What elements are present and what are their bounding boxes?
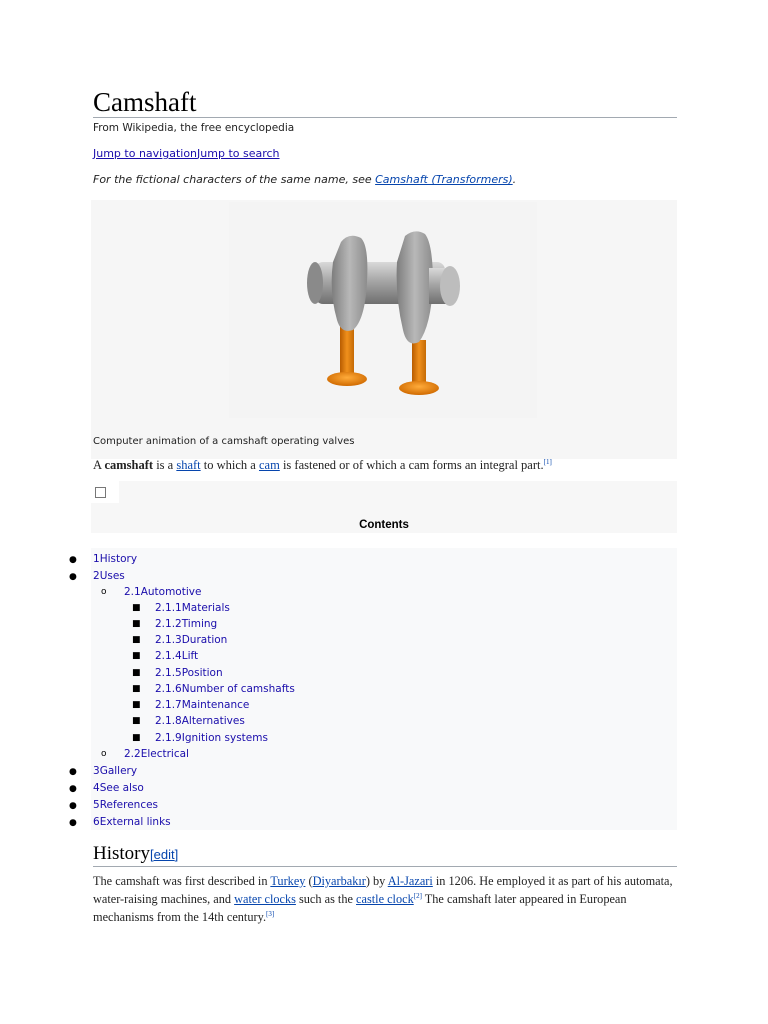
toc-item-label: Automotive xyxy=(140,586,202,598)
edit-section-link[interactable]: edit xyxy=(153,847,175,862)
shaft-end-right xyxy=(440,266,460,306)
toc-bullet-disc: ● xyxy=(69,801,77,811)
valve-head-left xyxy=(327,372,367,386)
toc-bullet-square: ■ xyxy=(132,716,141,726)
hatnote-end: . xyxy=(512,173,517,186)
toc-item-references[interactable] xyxy=(93,799,158,812)
hatnote xyxy=(93,173,516,186)
toc-item-number: 1 xyxy=(93,553,100,565)
al-jazari-link[interactable]: Al-Jazari xyxy=(387,874,433,888)
toc-item-external-links[interactable] xyxy=(93,816,171,829)
cam-lobe-left xyxy=(332,236,368,331)
valve-head-right xyxy=(399,381,439,395)
history-paragraph xyxy=(93,874,673,925)
history-text-6: The camshaft later appeared in European mechanisms from the 14th century. xyxy=(93,892,627,925)
toc-item-electrical[interactable] xyxy=(124,748,189,761)
toc-item-label: Ignition systems xyxy=(181,732,268,744)
toc-bullet-square: ■ xyxy=(132,651,141,661)
edit-bracket-open: [ xyxy=(150,847,154,862)
lead-text-4: is fastened or of which a cam forms an integral part. xyxy=(279,458,544,473)
toc-item-gallery[interactable] xyxy=(93,765,137,778)
toc-item-label: Uses xyxy=(99,570,125,582)
toc-bullet-square: ■ xyxy=(132,733,141,743)
toc-bullet-square: ■ xyxy=(132,635,141,645)
figure-box xyxy=(91,200,677,459)
section-heading-history xyxy=(93,843,178,865)
hatnote-link[interactable]: Camshaft (Transformers) xyxy=(375,173,513,186)
toc-bullet-disc: ● xyxy=(69,572,77,582)
reference-3[interactable]: [3] xyxy=(266,910,275,919)
toc-title: Contents xyxy=(359,519,409,531)
toc-item-number: 2.2 xyxy=(124,748,141,760)
toc-bullet-square: ■ xyxy=(132,700,141,710)
toc-item-timing[interactable] xyxy=(155,618,217,631)
toc-item-number: 2.1.7 xyxy=(155,699,182,711)
castle-clock-link[interactable]: castle clock xyxy=(356,892,414,907)
lead-text-2: is a xyxy=(153,458,177,473)
section-divider xyxy=(93,866,677,867)
jump-to-navigation-link[interactable]: Jump to navigation xyxy=(93,147,198,160)
jump-to-search-link[interactable]: Jump to search xyxy=(197,147,280,160)
history-text-5: such as the xyxy=(295,892,357,907)
toc-item-label: Alternatives xyxy=(181,715,245,727)
camshaft-animation-image[interactable] xyxy=(229,202,537,418)
toc-bullet-square: ■ xyxy=(132,603,141,613)
toc-item-position[interactable] xyxy=(155,667,223,680)
water-clocks-link[interactable]: water clocks xyxy=(234,892,296,907)
toc-item-number: 3 xyxy=(93,765,100,777)
toc-item-label: Duration xyxy=(181,634,228,646)
toc-item-number: 2.1.4 xyxy=(155,650,182,662)
reference-1[interactable]: [1] xyxy=(543,458,552,466)
shaft-end-left xyxy=(307,262,323,304)
lead-text-3: to which a xyxy=(200,458,259,473)
valve-stem-left xyxy=(340,326,354,376)
page-title: Camshaft xyxy=(93,87,197,117)
toc-item-label: Lift xyxy=(181,650,199,662)
toc-item-label: Maintenance xyxy=(181,699,250,711)
toc-bullet-disc: ● xyxy=(69,818,77,828)
lead-bold-term: camshaft xyxy=(104,458,154,473)
title-divider xyxy=(93,117,677,118)
toc-item-label: Gallery xyxy=(99,765,138,777)
jump-links xyxy=(93,147,280,160)
diyarbakir-link[interactable]: Diyarbakır xyxy=(312,874,366,888)
toc-bullet-disc: ● xyxy=(69,555,77,565)
toc-bullet-square: ■ xyxy=(132,619,141,629)
history-text-1: The camshaft was first described in xyxy=(93,874,271,888)
toc-item-automotive[interactable] xyxy=(124,586,201,599)
lead-text-1: A xyxy=(93,458,105,473)
toc-bullet-circle: o xyxy=(101,749,107,759)
cam-link[interactable]: cam xyxy=(258,458,280,473)
toc-item-lift[interactable] xyxy=(155,650,198,663)
toc-item-materials[interactable] xyxy=(155,602,230,615)
figure-caption: Computer animation of a camshaft operating valves xyxy=(93,436,355,447)
toc-item-number: 6 xyxy=(93,816,100,828)
toc-item-number: 2.1.9 xyxy=(155,732,182,744)
hatnote-text: For the fictional characters of the same name, see xyxy=(93,173,376,186)
toc-item-number: 2.1.5 xyxy=(155,667,182,679)
toc-item-label: Timing xyxy=(181,618,218,630)
toc-item-number: 2.1.1 xyxy=(155,602,182,614)
toc-bullet-disc: ● xyxy=(69,767,77,777)
toc-bullet-square: ■ xyxy=(132,668,141,678)
history-text-3: ) by xyxy=(365,874,388,888)
toc-item-number: 4 xyxy=(93,782,100,794)
lead-paragraph xyxy=(93,458,683,473)
shaft-link[interactable]: shaft xyxy=(176,458,201,473)
toc-item-duration[interactable] xyxy=(155,634,227,647)
toc-item-see-also[interactable] xyxy=(93,782,144,795)
toc-item-label: Number of camshafts xyxy=(181,683,295,695)
edit-bracket-close: ] xyxy=(174,847,179,862)
toc-item-label: Position xyxy=(181,667,223,679)
toc-item-history[interactable] xyxy=(93,553,137,566)
history-text-2: ( xyxy=(305,874,313,888)
toc-header xyxy=(91,481,677,533)
reference-2[interactable]: [2] xyxy=(413,892,422,900)
toc-item-label: References xyxy=(99,799,159,811)
toc-item-label: External links xyxy=(99,816,171,828)
toc-item-number: 2.1 xyxy=(124,586,141,598)
toc-item-number: 5 xyxy=(93,799,100,811)
edit-section-control xyxy=(150,847,178,862)
camshaft-illustration xyxy=(229,202,537,418)
valve-stem-right xyxy=(412,340,426,385)
toc-item-label: Materials xyxy=(181,602,230,614)
toc-toggle-checkbox[interactable] xyxy=(95,487,106,498)
cam-lobe-right xyxy=(397,231,433,343)
toc-item-label: See also xyxy=(99,782,144,794)
toc-item-number: 2.1.2 xyxy=(155,618,182,630)
toc-bullet-disc: ● xyxy=(69,784,77,794)
toc-item-number: 2 xyxy=(93,570,100,582)
toc-item-label: Electrical xyxy=(140,748,189,760)
toc-item-ignition-systems[interactable] xyxy=(155,732,268,745)
toc-item-maintenance[interactable] xyxy=(155,699,249,712)
toc-item-number: 2.1.8 xyxy=(155,715,182,727)
turkey-link[interactable]: Turkey xyxy=(270,874,306,888)
toc-item-number-of-camshafts[interactable] xyxy=(155,683,295,696)
toc-item-number: 2.1.3 xyxy=(155,634,182,646)
toc-bullet-square: ■ xyxy=(132,684,141,694)
toc-item-alternatives[interactable] xyxy=(155,715,245,728)
site-tagline: From Wikipedia, the free encyclopedia xyxy=(93,122,295,134)
section-heading-text: History xyxy=(93,843,150,864)
toc-toggle-cell xyxy=(91,481,119,503)
toc-item-uses[interactable] xyxy=(93,570,125,583)
toc-item-number: 2.1.6 xyxy=(155,683,182,695)
history-text-4: in 1206. He employed it as part of his automata, water-raising machines, and xyxy=(93,874,673,907)
toc-item-label: History xyxy=(99,553,138,565)
toc-bullet-circle: o xyxy=(101,587,107,597)
